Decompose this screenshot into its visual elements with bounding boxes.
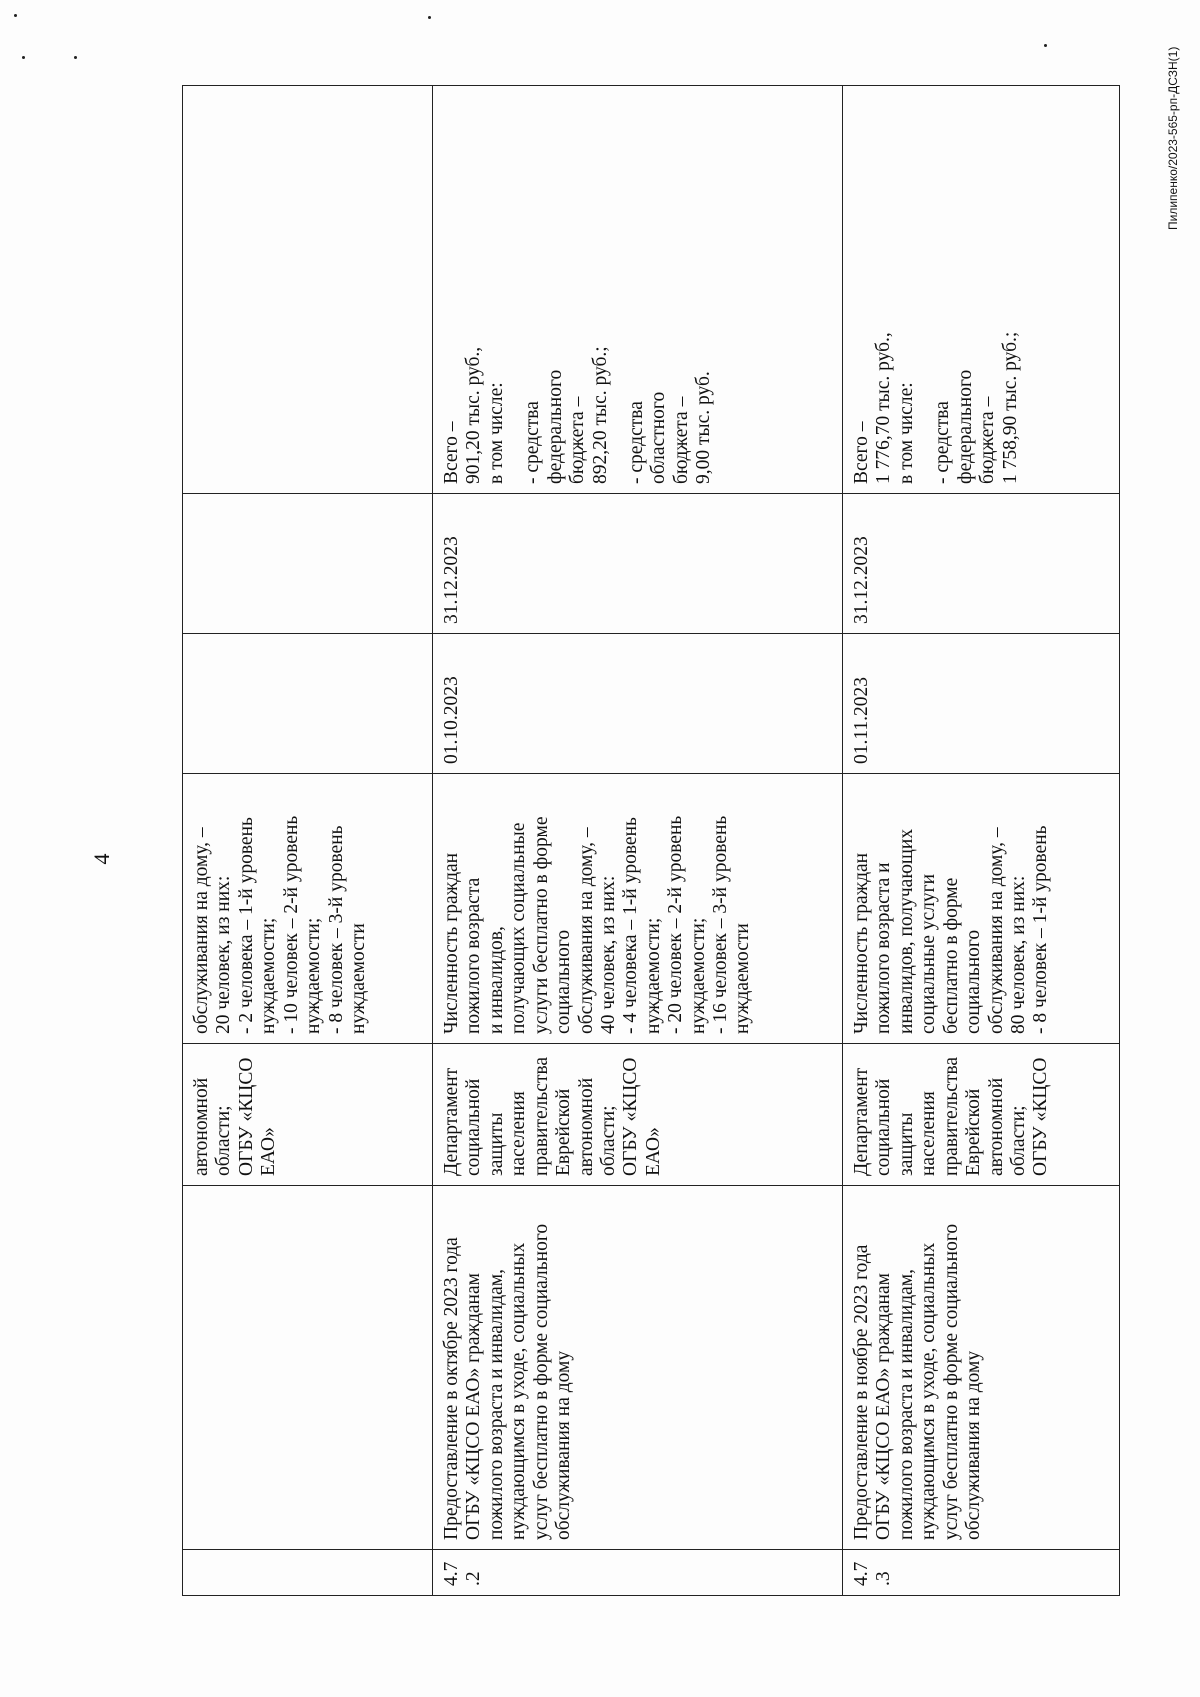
- cell-line: 1 758,90 тыс. руб.;: [999, 331, 1021, 484]
- cell-line: ЕАО»: [258, 1127, 280, 1176]
- cell-line: нуждаемости: [732, 923, 754, 1034]
- cell-line: бюджета –: [670, 396, 692, 484]
- cell-line: Еврейской: [963, 1088, 985, 1176]
- cell-line: пожилого возраста и: [873, 862, 895, 1034]
- cell-line: - 20 человек – 2-й уровень: [665, 815, 687, 1034]
- row-number: [183, 1550, 433, 1596]
- cell-line: 20 человек, из них:: [213, 875, 235, 1034]
- executor: [843, 1044, 1120, 1186]
- cell-line: 9,00 тыс. руб.: [693, 371, 715, 484]
- plan-table: [182, 85, 1120, 1596]
- cell-line: правительства: [530, 1056, 552, 1176]
- cell-line: ЕАО»: [642, 1127, 664, 1176]
- cell-line: защиты: [485, 1112, 507, 1176]
- cell-line: 1 776,70 тыс. руб.,: [873, 332, 895, 484]
- event-description: [183, 1186, 433, 1550]
- end-date: 31.12.2023: [843, 494, 1120, 634]
- financing: [433, 86, 843, 494]
- start-date: [183, 634, 433, 774]
- executor: [183, 1044, 433, 1186]
- cell-line: Численность граждан: [441, 852, 462, 1034]
- footer-document-code: Пилипенко/2023-565-рп-ДСЗН(1): [1166, 46, 1180, 230]
- cell-line: социального: [553, 929, 575, 1034]
- cell-line: ОГБУ «КЦСО: [235, 1057, 257, 1176]
- cell-line: Еврейской: [553, 1088, 575, 1176]
- indicator: [843, 774, 1120, 1044]
- cell-line: нуждаемости: [347, 923, 369, 1034]
- cell-line: - 2 человека – 1-й уровень: [235, 817, 257, 1034]
- cell-line: - 4 человека – 1-й уровень: [620, 817, 642, 1034]
- cell-line: обслуживания на дому, –: [575, 827, 597, 1034]
- cell-line: Департамент: [851, 1067, 872, 1176]
- cell-line: социального: [963, 929, 985, 1034]
- cell-line: - средства: [522, 401, 544, 484]
- cell-line: бюджета –: [977, 396, 999, 484]
- cell-line: 901,20 тыс. руб.,: [463, 346, 485, 484]
- cell-line: Всего –: [441, 421, 462, 484]
- cell-line: автономной: [191, 1077, 212, 1176]
- cell-line: нуждаемости;: [642, 917, 664, 1034]
- table-row: [433, 86, 843, 1596]
- cell-line: 80 человек, из них:: [1007, 875, 1029, 1034]
- cell-line: автономной: [985, 1077, 1007, 1176]
- cell-line: областного: [648, 391, 670, 484]
- cell-line: населения: [918, 1091, 940, 1176]
- indicator: [183, 774, 433, 1044]
- cell-line: правительства: [940, 1056, 962, 1176]
- cell-line: в том числе:: [895, 382, 917, 484]
- cell-line: Всего –: [851, 421, 872, 484]
- cell-line: защиты: [895, 1112, 917, 1176]
- cell-line: федерального: [544, 369, 566, 484]
- cell-line: нуждаемости;: [258, 917, 280, 1034]
- row-number: 4.7.3: [843, 1550, 1120, 1596]
- start-date: 01.11.2023: [843, 634, 1120, 774]
- cell-line: в том числе:: [485, 382, 507, 484]
- cell-line: - 8 человек – 3-й уровень: [325, 825, 347, 1034]
- executor: [433, 1044, 843, 1186]
- cell-line: нуждаемости;: [303, 917, 325, 1034]
- cell-line: нуждаемости;: [687, 917, 709, 1034]
- cell-line: населения: [508, 1091, 530, 1176]
- cell-line: ОГБУ «КЦСО: [620, 1057, 642, 1176]
- cell-line: ОГБУ «КЦСО: [1030, 1057, 1052, 1176]
- cell-line: социальной: [873, 1078, 895, 1176]
- cell-line: получающих социальные: [508, 822, 530, 1034]
- cell-line: области;: [597, 1105, 619, 1176]
- cell-line: 892,20 тыс. руб.;: [589, 346, 611, 484]
- cell-line: - средства: [932, 401, 954, 484]
- financing: [183, 86, 433, 494]
- cell-line: федерального: [954, 369, 976, 484]
- financing: [843, 86, 1120, 494]
- start-date: 01.10.2023: [433, 634, 843, 774]
- cell-line: пожилого возраста: [463, 877, 485, 1034]
- plan-table-wrapper: [182, 86, 1119, 1596]
- cell-line: бесплатно в форме: [940, 877, 962, 1034]
- cell-line: бюджета –: [567, 396, 589, 484]
- cell-line: обслуживания на дому, –: [985, 827, 1007, 1034]
- cell-line: социальные услуги: [918, 873, 940, 1034]
- cell-line: инвалидов, получающих: [895, 828, 917, 1034]
- cell-line: социальной: [463, 1078, 485, 1176]
- indicator: [433, 774, 843, 1044]
- table-row: [843, 86, 1120, 1596]
- event-description: Предоставление в октябре 2023 года ОГБУ «КЦСО ЕАО» гражданам пожилого возраста и инвалидам, нуждающимся в уходе, социальных услуг бесплатно в форме социального обслуживания на дому: [433, 1186, 843, 1550]
- table-row: [183, 86, 433, 1596]
- cell-line: Численность граждан: [851, 852, 872, 1034]
- cell-line: обслуживания на дому, –: [191, 827, 212, 1034]
- cell-line: - 8 человек – 1-й уровень: [1030, 825, 1052, 1034]
- cell-line: области;: [213, 1105, 235, 1176]
- cell-line: и инвалидов,: [485, 926, 507, 1034]
- cell-line: услуги бесплатно в форме: [530, 816, 552, 1034]
- cell-line: - средства: [625, 401, 647, 484]
- cell-line: 40 человек, из них:: [597, 875, 619, 1034]
- cell-line: - 10 человек – 2-й уровень: [280, 815, 302, 1034]
- end-date: 31.12.2023: [433, 494, 843, 634]
- cell-line: области;: [1007, 1105, 1029, 1176]
- cell-line: автономной: [575, 1077, 597, 1176]
- event-description: Предоставление в ноябре 2023 года ОГБУ «КЦСО ЕАО» гражданам пожилого возраста и инвалидам, нуждающимся в уходе, социальных услуг бесплатно в форме социального обслуживания на дому: [843, 1186, 1120, 1550]
- page-number: 4: [89, 853, 114, 865]
- cell-line: Департамент: [441, 1067, 462, 1176]
- end-date: [183, 494, 433, 634]
- cell-line: - 16 человек – 3-й уровень: [710, 815, 732, 1034]
- row-number: 4.7.2: [433, 1550, 843, 1596]
